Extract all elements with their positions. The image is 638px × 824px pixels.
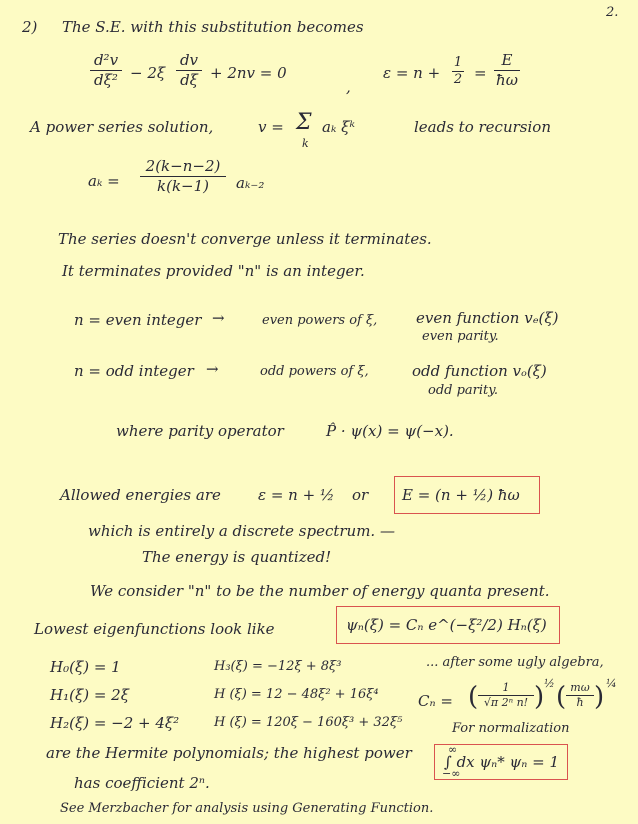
series-term: aₖ ξᵏ (322, 118, 355, 136)
hermite-note-2: has coefficient 2ⁿ. (74, 774, 210, 792)
cn-lhs: Cₙ = (418, 692, 453, 710)
series-intro: A power series solution, (30, 118, 214, 136)
eigenfunction-formula: ψₙ(ξ) = Cₙ e^(−ξ²/2) Hₙ(ξ) (346, 616, 547, 634)
quantized-line: The energy is quantized! (142, 548, 332, 566)
odd-function: odd function vₒ(ξ) (412, 362, 547, 380)
allowed-text: Allowed energies are (60, 486, 221, 504)
page-number: 2. (606, 5, 619, 20)
cn-mw-fraction: mω ħ (566, 682, 594, 709)
parity-formula: P̂ · ψ(x) = ψ(−x). (326, 422, 454, 440)
hermite-h0: H₀(ξ) = 1 (50, 658, 121, 676)
cn-paren-close-2: ) (594, 682, 605, 712)
dv-fraction: dv dξ (176, 52, 202, 88)
merzbacher-note: See Merzbacher for analysis using Generating Function. (60, 801, 434, 816)
half-fraction: 1 2 (453, 55, 463, 88)
hermite-h4: H (ξ) = 12 − 48ξ² + 16ξ⁴ (214, 687, 379, 702)
converge-line-1: The series doesn't converge unless it terminates. (58, 230, 432, 248)
normalization-label: For normalization (452, 721, 570, 736)
recursion-lhs: aₖ = (88, 172, 120, 190)
epsilon-equals: = (474, 64, 487, 82)
epsilon-def: ε = n + (383, 64, 441, 82)
cn-paren-open-1: ( (468, 682, 479, 712)
hermite-note-1: are the Hermite polynomials; the highest power (46, 744, 412, 762)
parity-text: where parity operator (116, 422, 284, 440)
allowed-epsilon: ε = n + ½ (258, 486, 335, 504)
hermite-h1: H₁(ξ) = 2ξ (50, 686, 129, 704)
cn-exponent-2: ¼ (606, 677, 617, 690)
cn-paren-open-2: ( (556, 682, 567, 712)
ode-rest: + 2nv = 0 (210, 64, 287, 82)
hermite-h3: H₃(ξ) = −12ξ + 8ξ³ (214, 659, 342, 674)
normalization-formula: ∫ dx ψₙ* ψₙ = 1 (444, 753, 560, 771)
even-powers: even powers of ξ, (262, 313, 378, 328)
cn-fraction: 1 √π 2ⁿ n! (478, 682, 534, 709)
odd-lhs: n = odd integer (74, 362, 194, 380)
integral-upper-limit: ∞ (448, 743, 458, 756)
consider-line: We consider "n" to be the number of energy quanta present. (90, 582, 550, 600)
energy-fraction: E ħω (494, 52, 520, 88)
series-tail: leads to recursion (414, 118, 551, 136)
sigma-symbol: Σ (296, 110, 312, 135)
cn-paren-close-1: ) (534, 682, 545, 712)
integral-lower-limit: −∞ (442, 767, 461, 780)
converge-line-2: It terminates provided "n" is an integer. (62, 262, 365, 280)
d2v-fraction: d²v dξ² (90, 52, 122, 88)
sigma-index: k (302, 137, 309, 150)
odd-arrow: → (206, 360, 219, 378)
intro-line: The S.E. with this substitution becomes (62, 18, 364, 36)
series-lhs: v = (258, 118, 284, 136)
ode-minus-term: − 2ξ (130, 64, 166, 82)
after-algebra-note: ... after some ugly algebra, (426, 655, 604, 670)
allowed-or: or (352, 486, 369, 504)
energy-formula: E = (n + ½) ħω (402, 486, 520, 504)
ode-comma: , (346, 78, 351, 96)
recursion-fraction: 2(k−n−2) k(k−1) (140, 158, 226, 194)
even-lhs: n = even integer (74, 311, 202, 329)
odd-parity: odd parity. (428, 383, 499, 398)
cn-exponent-1: ½ (544, 677, 555, 690)
discrete-line: which is entirely a discrete spectrum. — (88, 522, 395, 540)
recursion-rhs: aₖ₋₂ (236, 174, 265, 192)
even-parity: even parity. (422, 329, 499, 344)
hermite-h5: H (ξ) = 120ξ − 160ξ³ + 32ξ⁵ (214, 715, 403, 730)
even-function: even function vₑ(ξ) (416, 309, 559, 327)
lowest-text: Lowest eigenfunctions look like (34, 620, 275, 638)
hermite-h2: H₂(ξ) = −2 + 4ξ² (50, 714, 180, 732)
problem-label: 2) (22, 18, 38, 36)
odd-powers: odd powers of ξ, (260, 364, 369, 379)
even-arrow: → (212, 309, 225, 327)
